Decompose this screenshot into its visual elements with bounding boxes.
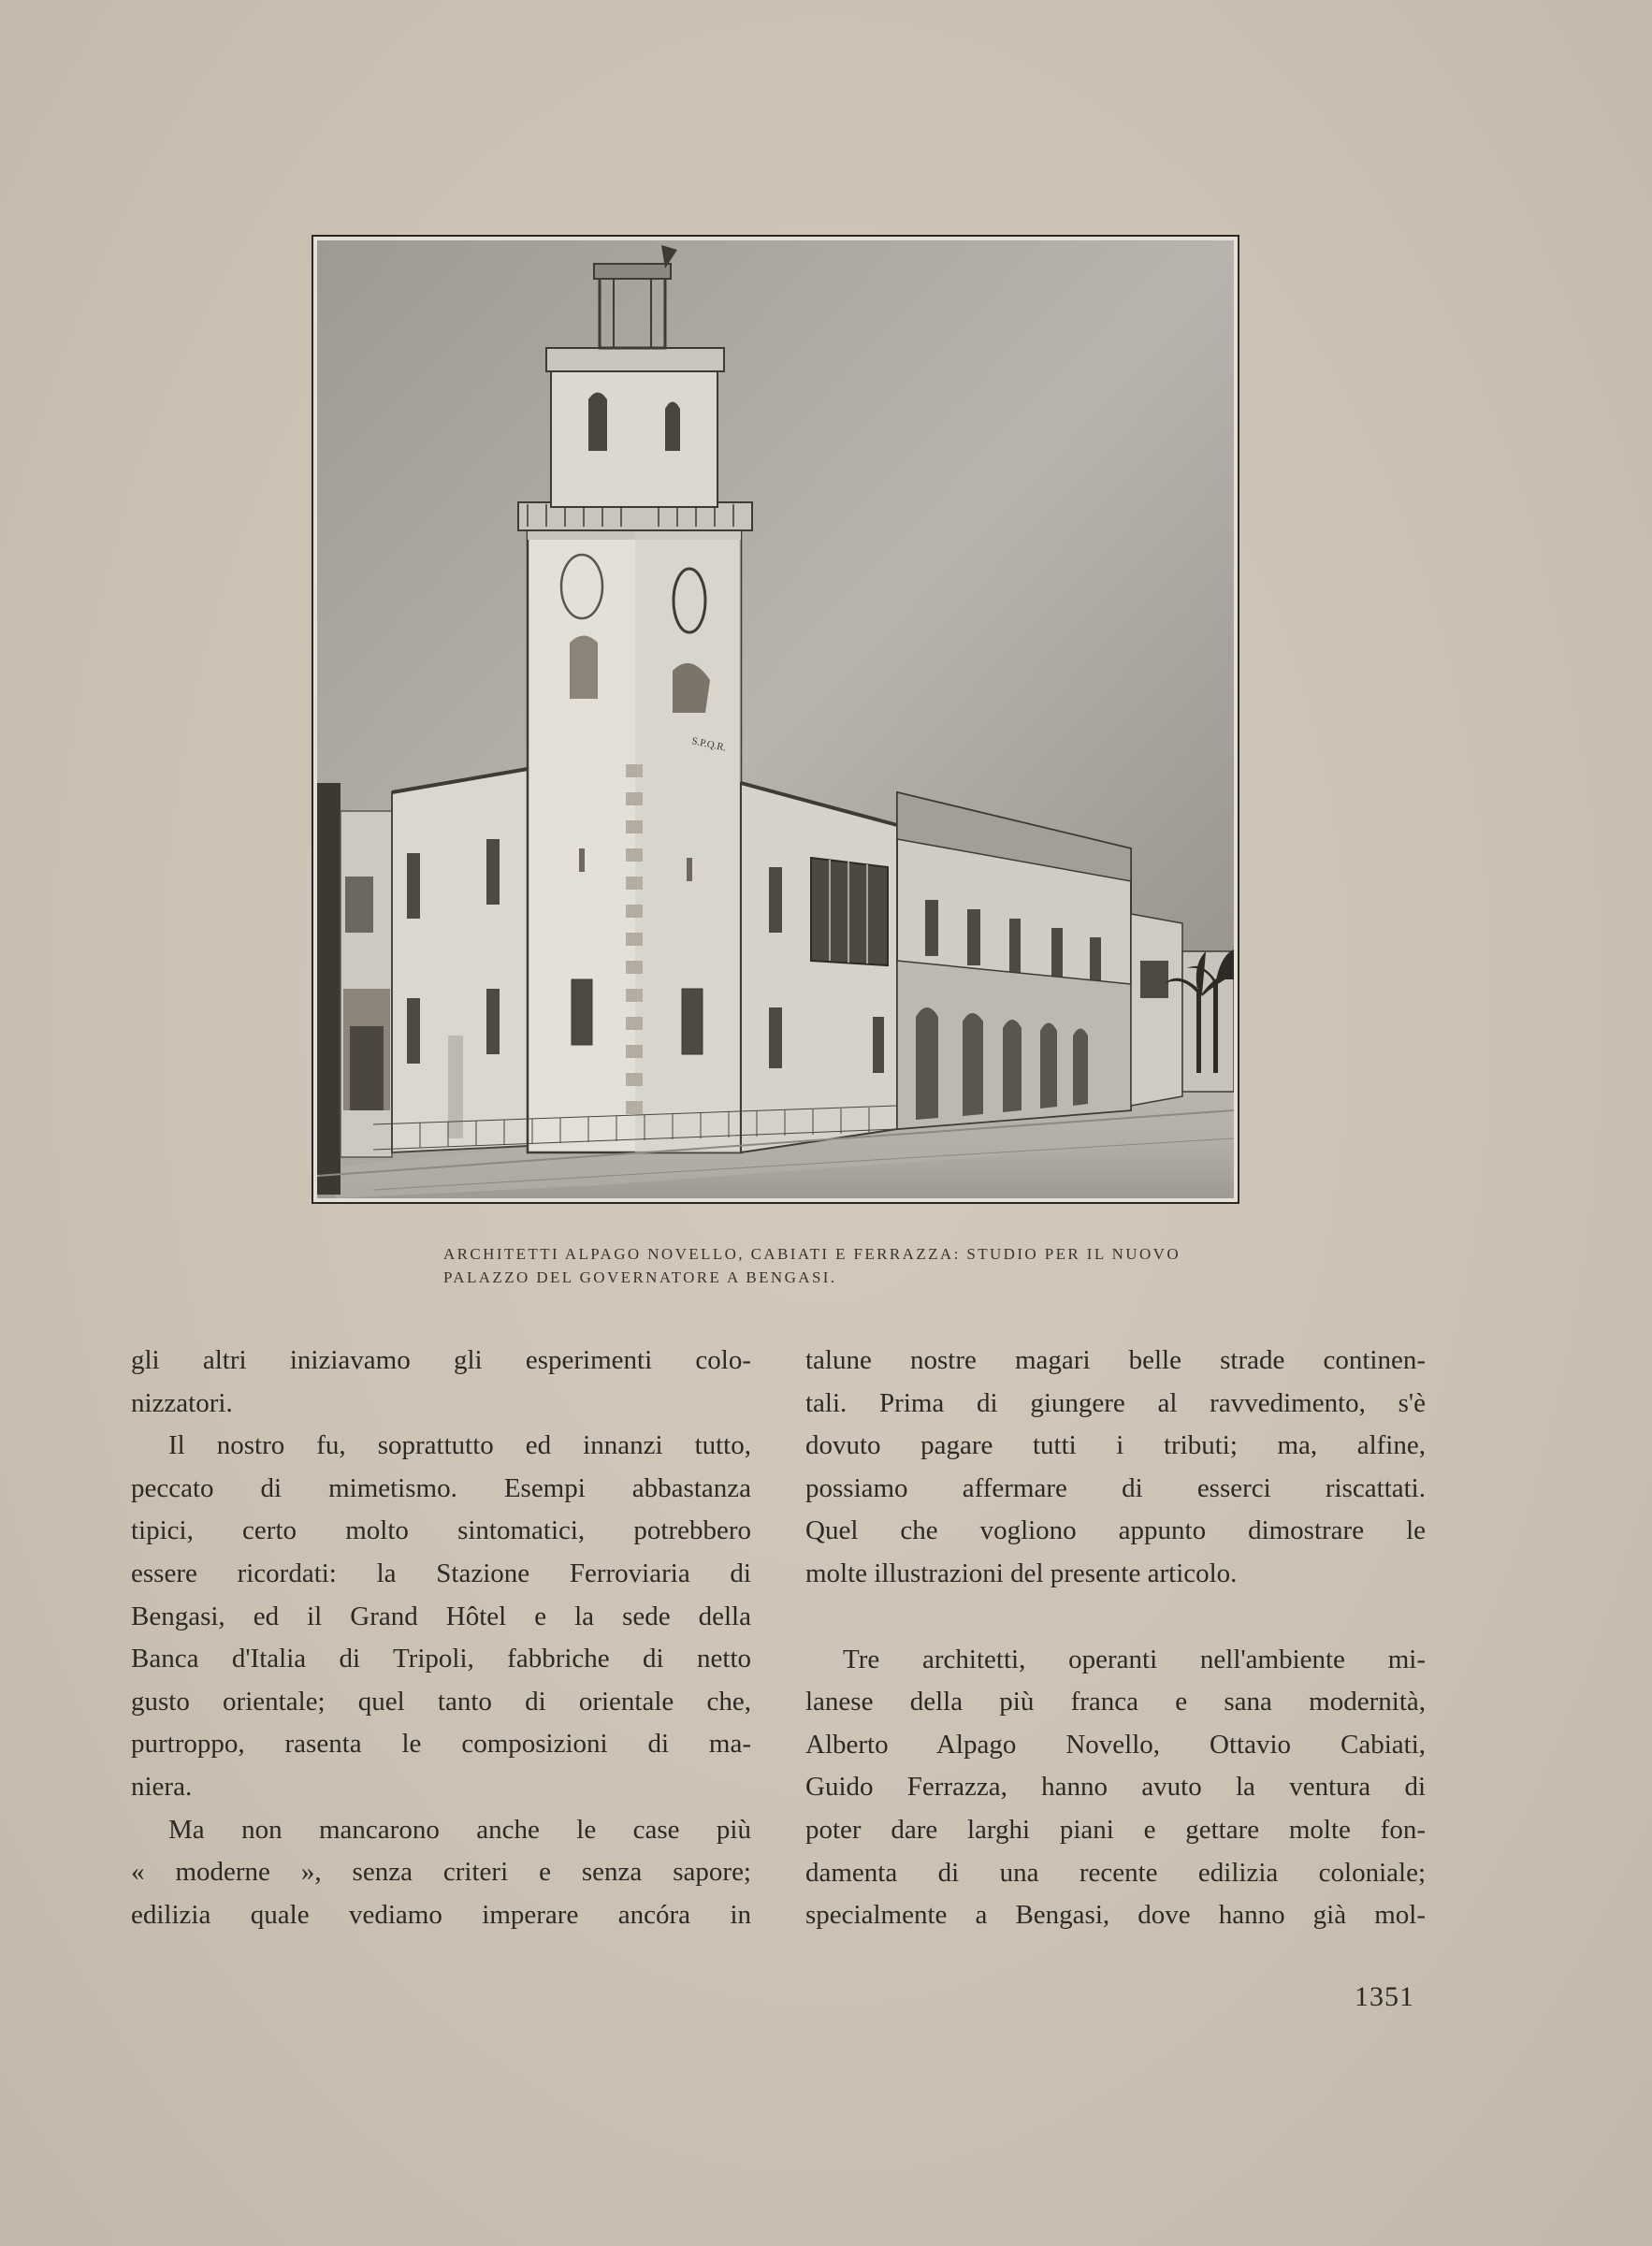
text-line: gli altri iniziavamo gli esperimenti colo- (131, 1345, 751, 1375)
text-line: possiamo affermare di esserci riscattati. (805, 1472, 1426, 1503)
text-line: nizzatori. (131, 1387, 233, 1418)
text-line: talune nostre magari belle strade continen- (805, 1345, 1426, 1375)
text-line: niera. (131, 1771, 193, 1802)
text-line: Alberto Alpago Novello, Ottavio Cabiati, (805, 1729, 1426, 1760)
text-line: tali. Prima di giungere al ravvedimento, s'è (805, 1387, 1426, 1418)
text-line: Il nostro fu, soprattutto ed innanzi tutto, (168, 1430, 751, 1461)
text-line: « moderne », senza criteri e senza sapore; (131, 1857, 751, 1888)
caption-line: PALAZZO DEL GOVERNATORE A BENGASI. (443, 1268, 837, 1286)
relief-figure (570, 636, 598, 700)
text-line: peccato di mimetismo. Esempi abbastanza (131, 1472, 751, 1503)
text-line: dovuto pagare tutti i tributi; ma, alfine, (805, 1430, 1426, 1461)
text-line: tipici, certo molto sintomatici, potrebbero (131, 1515, 751, 1546)
left-dark-wall (317, 783, 341, 1195)
text-line: lanese della più franca e sana modernità, (805, 1687, 1426, 1717)
governor-palace-drawing (317, 240, 1234, 1198)
figure-caption (443, 1242, 1248, 1289)
text-line: purtroppo, rasenta le composizioni di ma- (131, 1729, 751, 1760)
text-line: essere ricordati: la Stazione Ferroviaria di (131, 1558, 751, 1588)
right-text-column (805, 1340, 1426, 1937)
text-line: poter dare larghi piani e gettare molte fon- (805, 1814, 1426, 1845)
text-line: Guido Ferrazza, hanno avuto la ventura di (805, 1772, 1426, 1803)
right-wing (741, 783, 897, 1152)
text-line: Bengasi, ed il Grand Hôtel e la sede della (131, 1601, 751, 1631)
left-text-column (131, 1340, 751, 1936)
text-line: gusto orientale; quel tanto di orientale che, (131, 1686, 751, 1717)
architectural-drawing-figure (312, 235, 1239, 1204)
belfry (551, 371, 717, 507)
text-line: molte illustrazioni del presente articolo. (805, 1558, 1238, 1588)
text-line: Tre architetti, operanti nell'ambiente mi- (843, 1644, 1426, 1674)
tower-inscription: S.P.Q.R. (690, 735, 728, 754)
text-line: edilizia quale vediamo imperare ancóra in (131, 1899, 751, 1930)
page-number: 1351 (1355, 1981, 1414, 2012)
text-line: specialmente a Bengasi, dove hanno già mol- (805, 1900, 1426, 1931)
text-line: Ma non mancarono anche le case più (168, 1814, 751, 1845)
text-line: damenta di una recente edilizia coloniale; (805, 1857, 1426, 1888)
caption-line: ARCHITETTI ALPAGO NOVELLO, CABIATI E FERRAZZA: STUDIO PER IL NUOVO (443, 1245, 1181, 1263)
text-line: Quel che vogliono appunto dimostrare le (805, 1515, 1426, 1546)
text-line: Banca d'Italia di Tripoli, fabbriche di netto (131, 1644, 751, 1674)
